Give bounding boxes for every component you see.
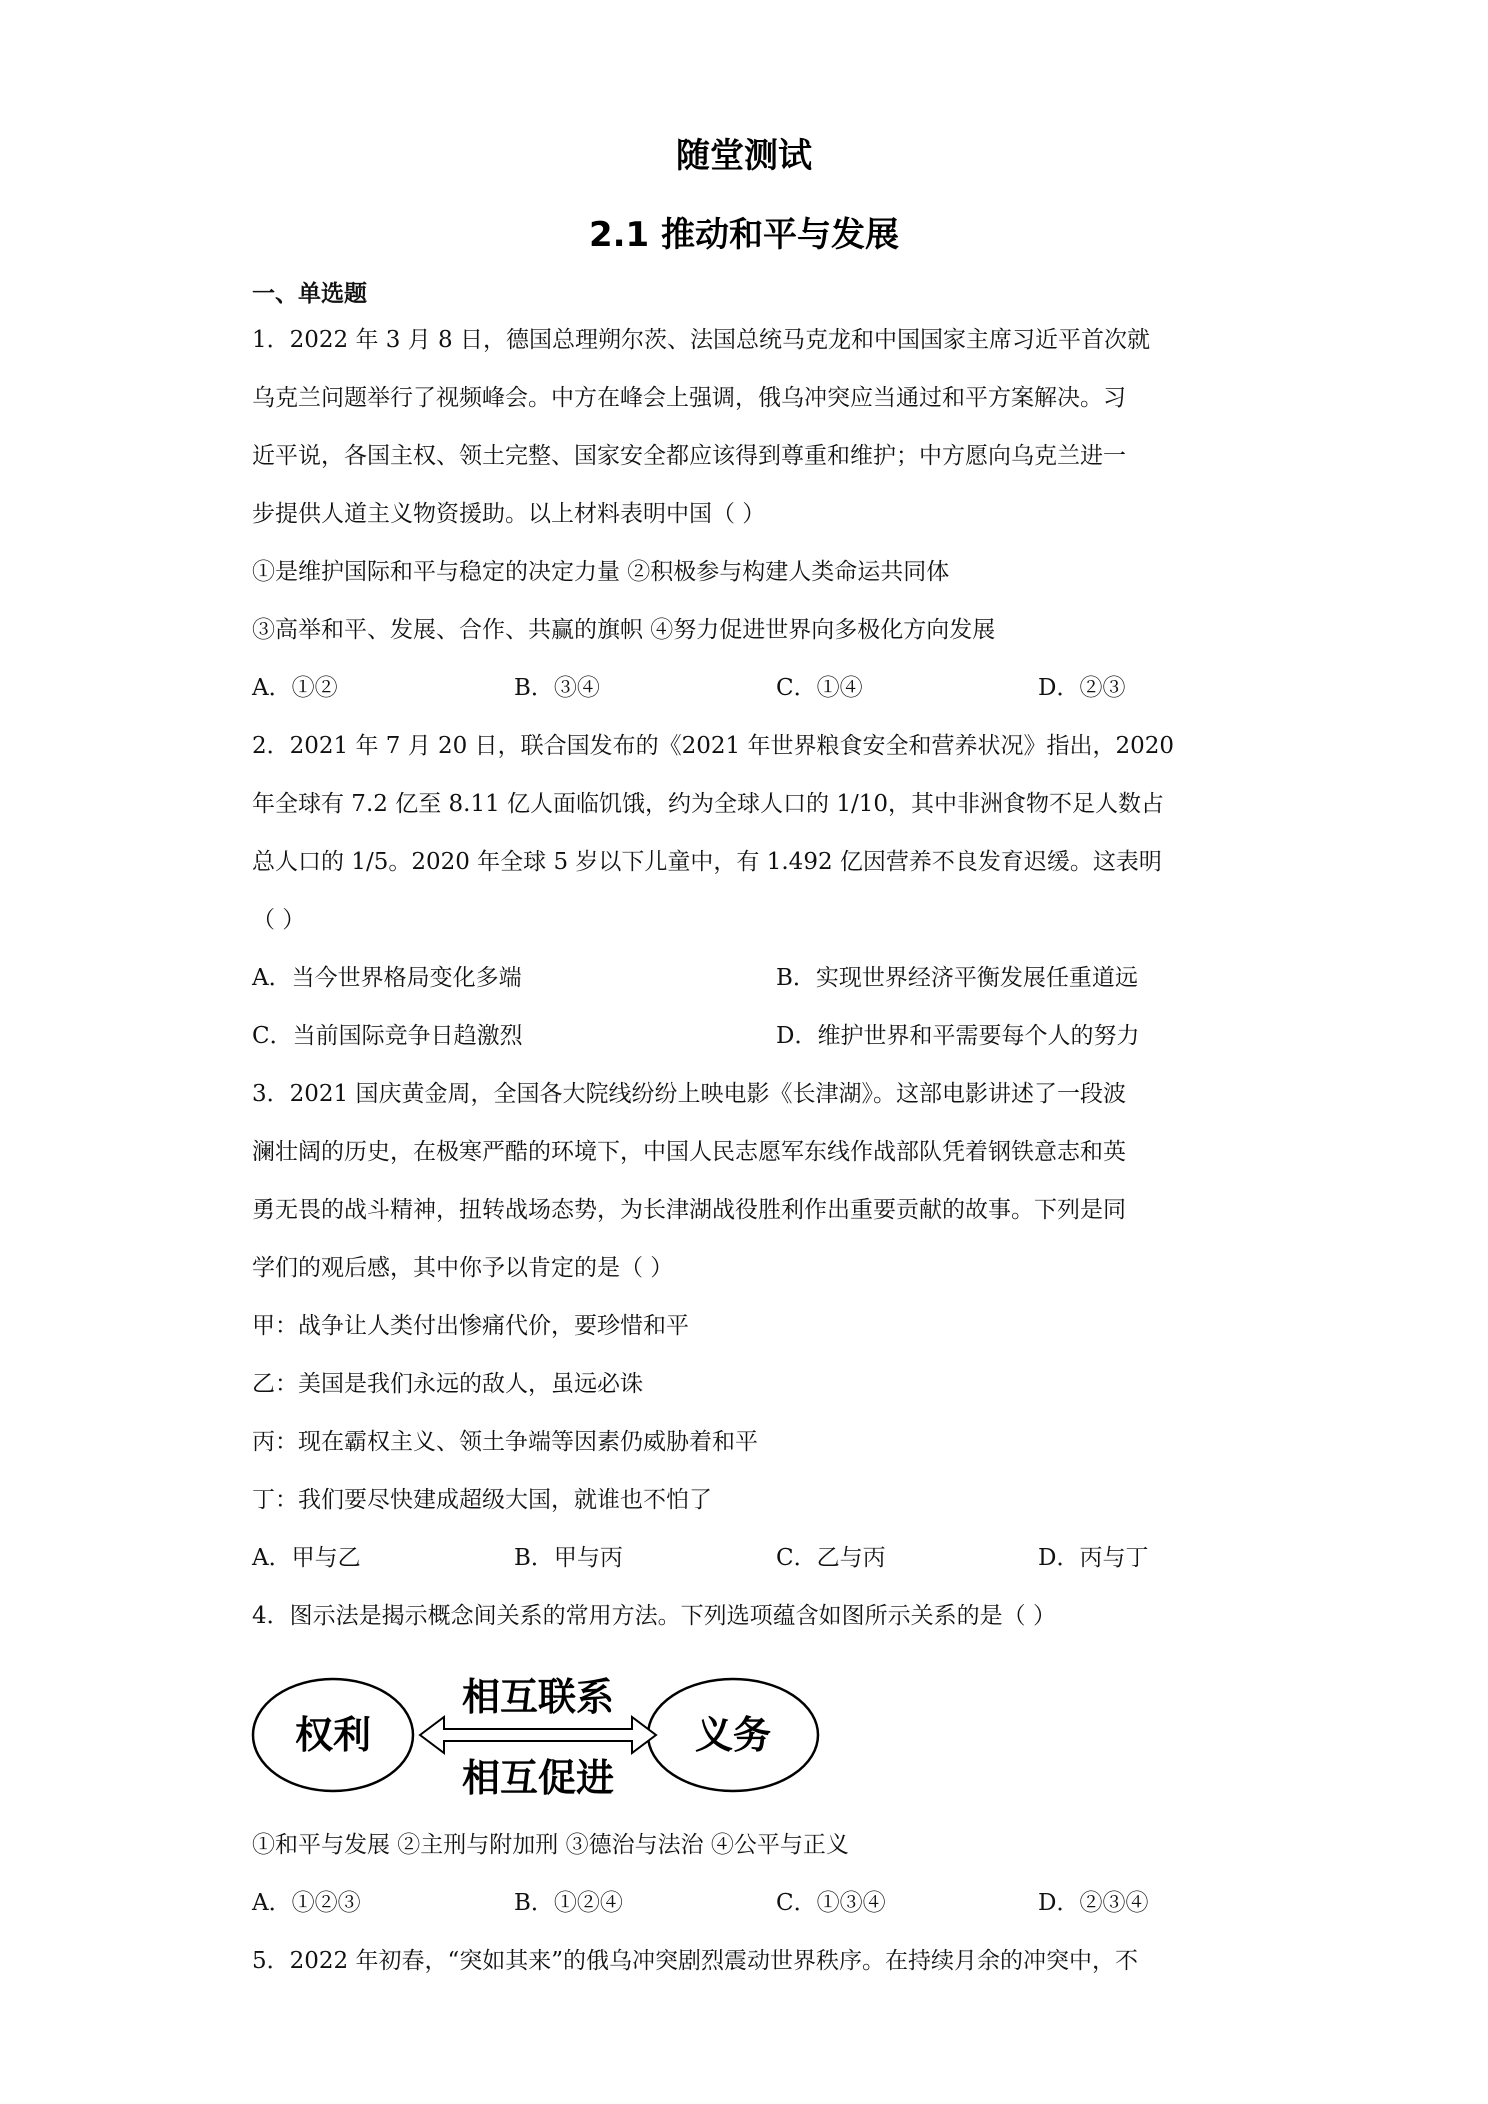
question-text-line: 总人口的 1/5。2020 年全球 5 岁以下儿童中，有 1.492 亿因营养不良发育迟缓。这表明 [252,849,1162,875]
option-a[interactable]: A．当今世界格局变化多端 [252,965,522,991]
question-statement-line: 甲：战争让人类付出惨痛代价，要珍惜和平 [252,1313,689,1339]
question-text-line: 3．2021 国庆黄金周，全国各大院线纷纷上映电影《长津湖》。这部电影讲述了一段波 [252,1081,1126,1107]
relationship-diagram [248,1660,828,1810]
option-b[interactable]: B．③④ [514,675,600,701]
question-text-line: 乌克兰问题举行了视频峰会。中方在峰会上强调，俄乌冲突应当通过和平方案解决。习 [252,385,1126,411]
double-arrow-icon [420,1717,656,1753]
left-ellipse-label: 权利 [294,1713,372,1757]
option-a[interactable]: A．①② [252,675,338,701]
question-text-line: 4．图示法是揭示概念间关系的常用方法。下列选项蕴含如图所示关系的是（ ） [252,1603,1056,1629]
question-text-line: 近平说，各国主权、领土完整、国家安全都应该得到尊重和维护；中方愿向乌克兰进一 [252,443,1126,469]
option-d[interactable]: D．丙与丁 [1038,1545,1149,1571]
question-statement-line: ③高举和平、发展、合作、共赢的旗帜 ④努力促进世界向多极化方向发展 [252,617,996,643]
arrow-bottom-label: 相互促进 [461,1756,615,1800]
option-c[interactable]: C．当前国际竞争日趋激烈 [252,1023,523,1049]
question-text-line: （ ） [252,907,306,933]
option-c[interactable]: C．①③④ [776,1890,886,1916]
question-statement-line: 丙：现在霸权主义、领土争端等因素仍威胁着和平 [252,1429,758,1455]
question-statement-line: ①是维护国际和平与稳定的决定力量 ②积极参与构建人类命运共同体 [252,559,950,585]
question-text-line: 5．2022 年初春，“突如其来”的俄乌冲突剧烈震动世界秩序。在持续月余的冲突中，不 [252,1948,1138,1974]
arrow-top-label: 相互联系 [461,1675,615,1719]
page-title: 随堂测试 [676,136,812,176]
option-d[interactable]: D．②③④ [1038,1890,1149,1916]
question-text-line: 学们的观后感，其中你予以肯定的是（ ） [252,1255,674,1281]
page-subtitle: 2.1 推动和平与发展 [588,215,900,255]
option-b[interactable]: B．甲与丙 [514,1545,623,1571]
option-b[interactable]: B．实现世界经济平衡发展任重道远 [776,965,1138,991]
question-text-line: 1．2022 年 3 月 8 日，德国总理朔尔茨、法国总统马克龙和中国国家主席习近平首次就 [252,327,1150,353]
question-statement-line: ①和平与发展 ②主刑与附加刑 ③德治与法治 ④公平与正义 [252,1832,849,1858]
right-ellipse-label: 义务 [694,1713,772,1757]
question-statement-line: 乙：美国是我们永远的敌人，虽远必诛 [252,1371,643,1397]
question-text-line: 勇无畏的战斗精神，扭转战场态势，为长津湖战役胜利作出重要贡献的故事。下列是同 [252,1197,1126,1223]
question-text-line: 步提供人道主义物资援助。以上材料表明中国（ ） [252,501,766,527]
option-d[interactable]: D．维护世界和平需要每个人的努力 [776,1023,1140,1049]
option-a[interactable]: A．甲与乙 [252,1545,361,1571]
option-c[interactable]: C．①④ [776,675,863,701]
option-d[interactable]: D．②③ [1038,675,1126,701]
option-b[interactable]: B．①②④ [514,1890,623,1916]
question-text-line: 2．2021 年 7 月 20 日，联合国发布的《2021 年世界粮食安全和营养状况》指出，2020 [252,733,1174,759]
option-c[interactable]: C．乙与丙 [776,1545,886,1571]
question-text-line: 年全球有 7.2 亿至 8.11 亿人面临饥饿，约为全球人口的 1/10，其中非洲食物不足人数占 [252,791,1164,817]
option-a[interactable]: A．①②③ [252,1890,361,1916]
section-heading: 一、单选题 [252,281,367,307]
question-statement-line: 丁：我们要尽快建成超级大国，就谁也不怕了 [252,1487,712,1513]
question-text-line: 澜壮阔的历史，在极寒严酷的环境下，中国人民志愿军东线作战部队凭着钢铁意志和英 [252,1139,1126,1165]
